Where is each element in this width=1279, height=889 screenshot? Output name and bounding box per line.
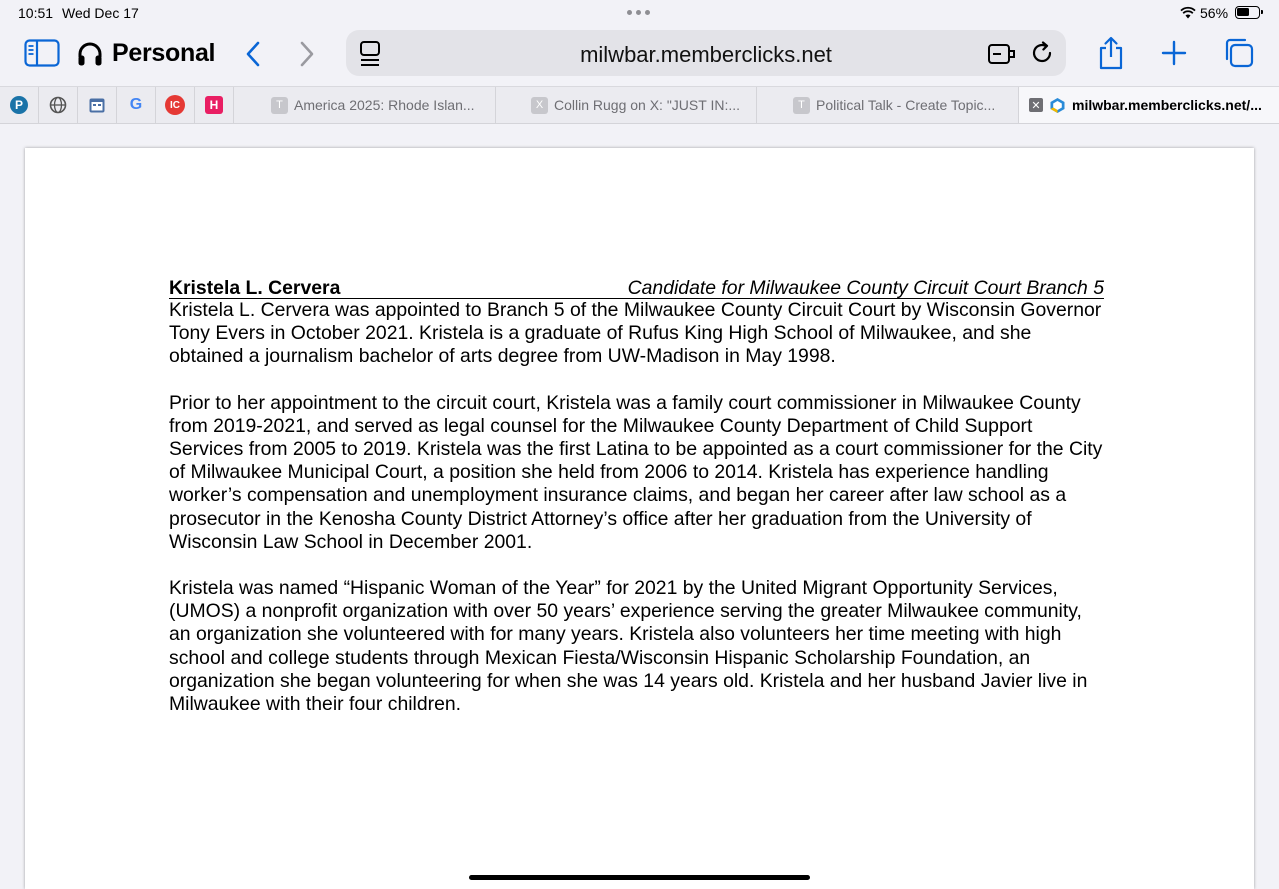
plus-icon [1161,40,1187,66]
status-bar [0,0,1279,26]
calendar-favicon[interactable] [78,87,117,123]
document-body [169,278,1104,739]
address-bar[interactable] [346,30,1066,76]
tab-milwbar-active[interactable] [1019,87,1279,123]
memberclicks-favicon-icon [1049,97,1066,114]
profile-button[interactable] [76,39,215,68]
address-text[interactable]: milwbar.memberclicks.net [580,42,832,67]
headphones-icon [76,40,104,68]
google-favicon[interactable] [117,87,156,123]
status-date: Wed Dec 17 [62,5,139,21]
tab-favicon: X [531,97,548,114]
tab-overview-button[interactable] [1221,37,1255,69]
back-button[interactable] [241,39,265,69]
forward-button[interactable] [295,39,319,69]
chevron-left-icon [245,40,261,68]
profile-label: Personal [112,39,216,67]
tab-favicon: T [271,97,288,114]
new-tab-button[interactable] [1160,39,1188,67]
news-favicon[interactable] [156,87,195,123]
tab-title: Political Talk - Create Topic... [816,97,996,113]
bio-paragraph-2: Prior to her appointment to the circuit court, Kristela was a family court commissioner in Milwaukee County from 2019-2021, and served as legal counsel for the Milwaukee County Department of Child Support Services from 2005 to 2019. Kristela was the first Latina to be appointed as a court commissioner for the City of Milwaukee Municipal Court, a position she held from 2006 to 2014. Kristela has experience handling worker’s compensation and unemployment insurance claims, and began her career after law school as a prosecutor in the Kenosha County District Attorney’s office after her graduation from the University of Wisconsin Law School in December 2001. [169,391,1103,553]
calendar-icon [88,96,106,114]
pinterest-favicon[interactable] [0,87,39,123]
tab-bar [0,86,1279,124]
sidebar-toggle-icon[interactable] [24,39,60,67]
browser-toolbar [0,26,1279,86]
tab-collin-rugg[interactable] [496,87,757,123]
bio-paragraph-1: Kristela L. Cervera was appointed to Branch 5 of the Milwaukee County Circuit Court by Wisconsin Governor Tony Evers in October 2021. Kristela is a graduate of Rufus King High School of Milwaukee, and she obtained a journalism bachelor of arts degree from UW-Madison in May 1998. [169,299,1102,368]
tab-america-2025[interactable] [234,87,496,123]
candidacy-title: Candidate for Milwaukee County Circuit Court Branch 5 [627,277,1104,299]
multitasking-dots-icon[interactable] [627,10,650,15]
wifi-icon [1180,6,1196,19]
globe-icon [49,96,67,114]
chevron-right-icon [299,40,315,68]
tabs-icon [1222,37,1254,69]
pinterest-icon: P [10,96,28,114]
share-icon [1097,36,1125,70]
bio-paragraph-3: Kristela was named “Hispanic Woman of the Year” for 2021 by the United Migrant Opportunity Services, (UMOS) a nonprofit organization with over 50 years’ experience serving the greater Milwaukee community, an organization she volunteered with for many years. Kristela also volunteers her time meeting with high school and college students through Mexican Fiesta/Wisconsin Hispanic Scholarship Foundation, an organization she began volunteering for when she was 14 years old. Kristela and her husband Javier live in Milwaukee with their four children. [169,577,1088,716]
status-time: 10:51 [18,5,54,21]
news-icon: IC [165,95,185,115]
tab-favicon: T [793,97,810,114]
home-indicator[interactable] [469,875,810,880]
close-tab-icon[interactable]: ✕ [1029,98,1043,112]
battery-icon [1235,6,1260,19]
bookmark-favicon[interactable] [195,87,234,123]
globe-favicon[interactable] [39,87,78,123]
tab-title: America 2025: Rhode Islan... [294,97,475,113]
google-icon: G [129,96,143,113]
tab-title: milwbar.memberclicks.net/... [1072,97,1262,113]
extension-icon[interactable] [987,42,1017,66]
candidate-name: Kristela L. Cervera [169,277,341,299]
document-page [25,148,1254,889]
tab-political-talk[interactable] [757,87,1019,123]
reload-icon[interactable] [1030,41,1054,65]
share-button[interactable] [1096,35,1126,71]
tab-title: Collin Rugg on X: "JUST IN:... [554,97,741,113]
document-header [169,278,1104,299]
battery-percent: 56% [1200,5,1229,21]
bookmark-icon: H [205,96,223,114]
